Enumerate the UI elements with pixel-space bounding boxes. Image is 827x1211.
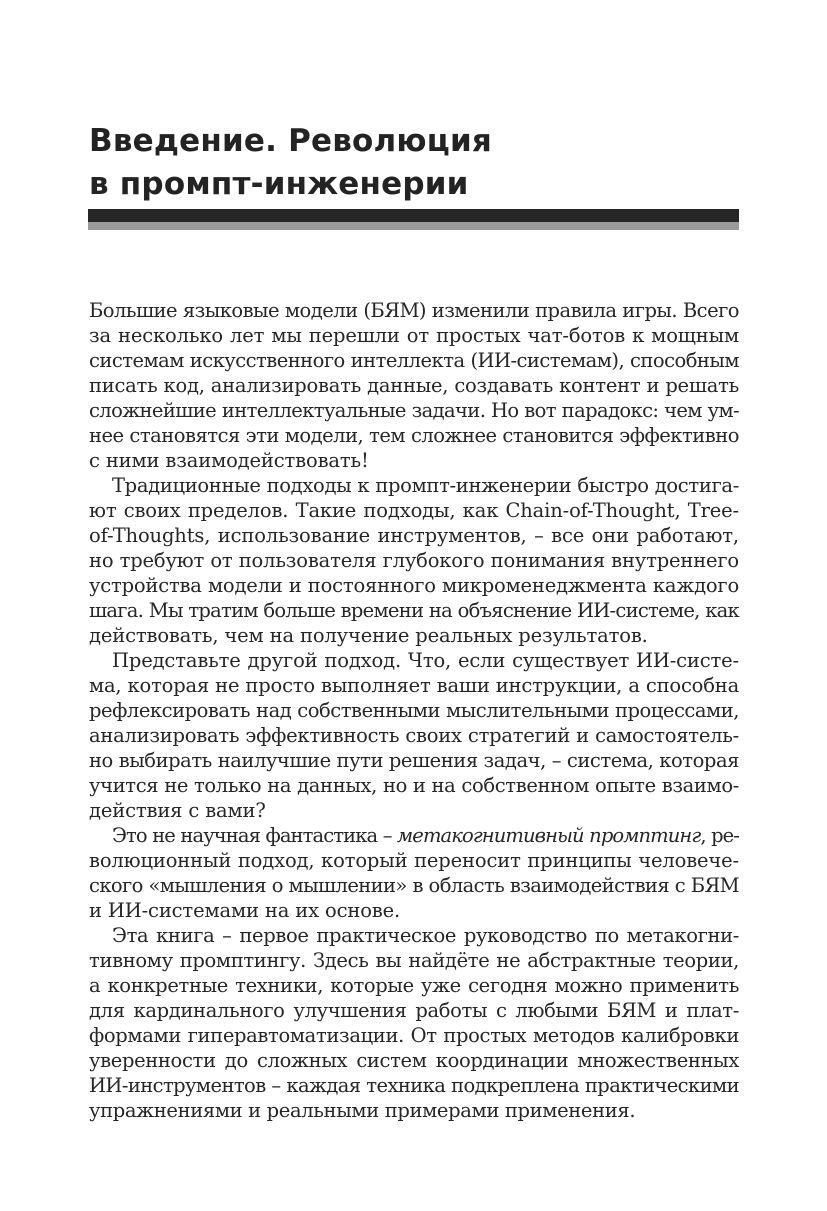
text-line: нее становятся эти модели, тем сложнее становится эффективно bbox=[89, 424, 739, 447]
text-line: писать код, анализировать данные, создавать контент и решать bbox=[89, 374, 739, 397]
chapter-title-line-2: в промпт-инженерии bbox=[89, 166, 469, 202]
text-line: сложнейшие интеллектуальные задачи. Но вот парадокс: чем ум- bbox=[89, 399, 739, 422]
text-line: ют своих пределов. Такие подходы, как Chain-of-Thought, Tree- bbox=[89, 499, 739, 522]
chapter-title-line-1: Введение. Революция bbox=[89, 123, 492, 159]
text-line: для кардинального улучшения работы с любыми БЯМ и плат- bbox=[89, 999, 739, 1022]
text-line: учится не только на данных, но и на собственном опыте взаимо- bbox=[89, 774, 739, 797]
text-line: действовать, чем на получение реальных результатов. bbox=[89, 624, 648, 647]
paragraph-3 bbox=[89, 648, 739, 823]
text-line: ма, которая не просто выполняет ваши инструкции, а способна bbox=[89, 674, 739, 697]
text-line: но требуют от пользователя глубокого понимания внутреннего bbox=[89, 549, 739, 572]
text-line: Эта книга – первое практическое руководство по метакогни- bbox=[112, 924, 739, 947]
text-line: анализировать эффективность своих стратегий и самостоятель- bbox=[89, 724, 739, 747]
text-line: ского «мышления о мышлении» в область взаимодействия с БЯМ bbox=[89, 874, 739, 897]
chapter-title bbox=[89, 120, 739, 206]
text-line: за несколько лет мы перешли от простых чат-ботов к мощным bbox=[89, 324, 739, 347]
text-run: Это не научная фантастика – bbox=[112, 824, 398, 847]
text-line: формами гиперавтоматизации. От простых методов калибровки bbox=[89, 1024, 739, 1047]
text-line: системам искусственного интеллекта (ИИ-системам), способным bbox=[89, 349, 739, 372]
title-rule-dark bbox=[88, 209, 739, 222]
paragraph-2 bbox=[89, 473, 739, 648]
text-line: of-Thoughts, использование инструментов, – все они работают, bbox=[89, 524, 739, 547]
body-text bbox=[89, 298, 739, 1123]
paragraph-1 bbox=[89, 298, 739, 473]
text-line: волюционный подход, который переносит принципы человече- bbox=[89, 849, 739, 872]
text-line: действия с вами? bbox=[89, 799, 266, 822]
text-line bbox=[89, 823, 739, 848]
text-line: упражнениями и реальными примерами применения. bbox=[89, 1099, 636, 1122]
text-line: Представьте другой подход. Что, если существует ИИ-систе- bbox=[112, 649, 739, 672]
text-line: устройства модели и постоянного микроменеджмента каждого bbox=[89, 574, 739, 597]
text-line: уверенности до сложных систем координации множественных bbox=[89, 1049, 739, 1072]
text-line: а конкретные техники, которые уже сегодня можно применить bbox=[89, 974, 739, 997]
text-line: рефлексировать над собственными мыслительными процессами, bbox=[89, 699, 739, 722]
text-run: , ре- bbox=[700, 824, 739, 847]
text-line: тивному промптингу. Здесь вы найдёте не абстрактные теории, bbox=[89, 949, 739, 972]
title-rule-gray bbox=[88, 222, 739, 230]
text-line: шага. Мы тратим больше времени на объяснение ИИ-системе, как bbox=[89, 599, 739, 622]
italic-term: метакогнитивный промптинг bbox=[397, 824, 701, 847]
text-line: но выбирать наилучшие пути решения задач, – система, которая bbox=[89, 749, 739, 772]
text-line: Традиционные подходы к промпт-инженерии быстро достига- bbox=[112, 474, 739, 497]
text-line: и ИИ-системами на их основе. bbox=[89, 899, 401, 922]
text-line: с ними взаимодействовать! bbox=[89, 449, 369, 472]
paragraph-4 bbox=[89, 823, 739, 923]
text-line: ИИ-инструментов – каждая техника подкреплена практическими bbox=[89, 1074, 739, 1097]
paragraph-5 bbox=[89, 923, 739, 1123]
text-line: Большие языковые модели (БЯМ) изменили правила игры. Всего bbox=[89, 299, 739, 322]
